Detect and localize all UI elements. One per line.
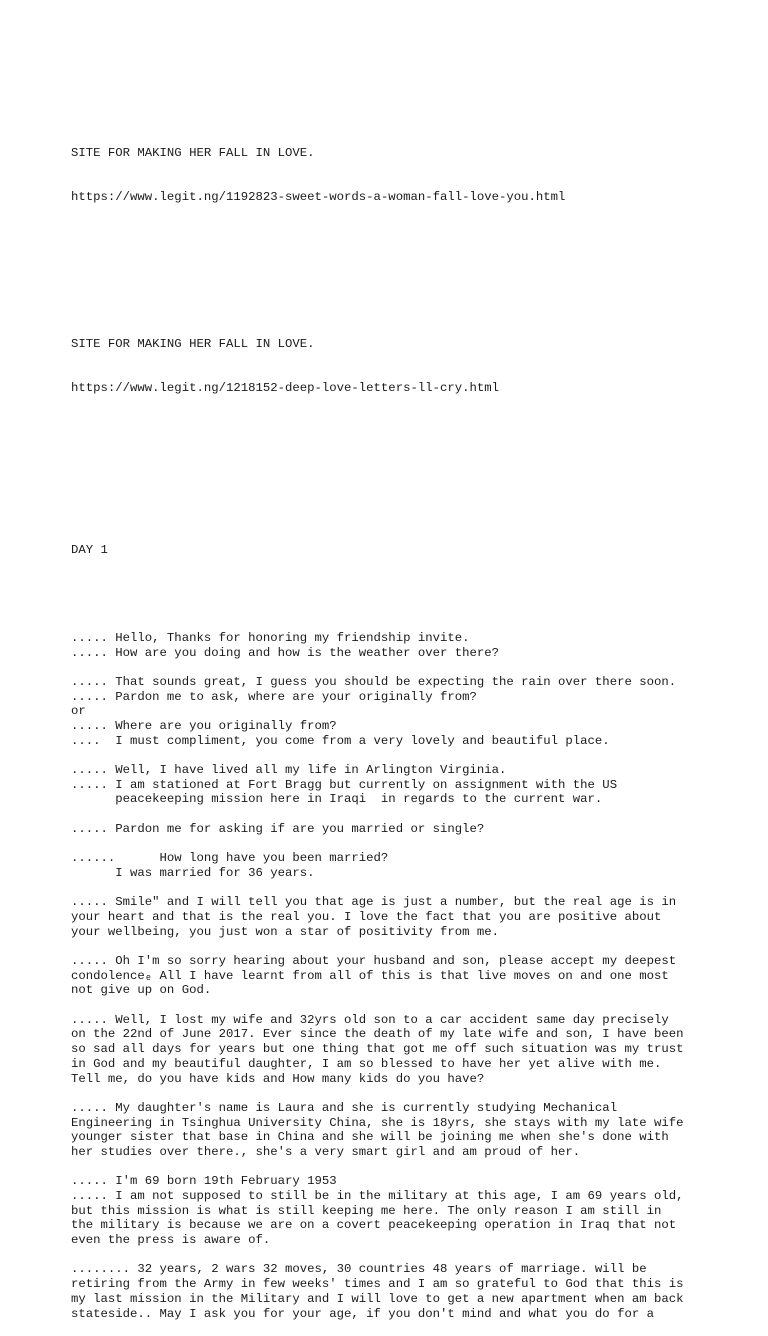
text-line: ..... Hello, Thanks for honoring my friendship invite. [71,630,470,645]
text-line: condolenceₑ All I have learnt from all of this is that live moves on and one most [71,968,669,983]
text-line: ..... Smile" and I will tell you that age is just a number, but the real age is in [71,895,677,910]
link-heading: SITE FOR MAKING HER FALL IN LOVE. [71,145,315,160]
link-url[interactable]: https://www.legit.ng/1192823-sweet-words-a-woman-fall-love-you.html [71,189,566,204]
day-title: DAY 1 [71,542,108,557]
text-line: younger sister that base in China and she will be joining me when she's done with [71,1130,669,1145]
text-line: ..... Pardon me for asking if are you married or single? [71,821,485,836]
text-line: ..... My daughter's name is Laura and she is currently studying Mechanical [71,1100,618,1115]
paragraph [71,631,711,660]
text-line: not give up on God. [71,983,212,998]
text-line: ..... I'm 69 born 19th February 1953 [71,1174,337,1189]
text-line: ...... How long have you been married? [71,851,389,866]
text-line: on the 22nd of June 2017. Ever since the death of my late wife and son, I have been [71,1027,684,1042]
text-line: retiring from the Army in few weeks' times and I am so grateful to God that this is [71,1277,684,1292]
text-line: .... I must compliment, you come from a very lovely and beautiful place. [71,733,610,748]
document-page [71,87,711,1336]
text-line: peacekeeping mission here in Iraqi in regards to the current war. [71,792,603,807]
text-line: your heart and that is the real you. I love the fact that you are positive about [71,909,662,924]
text-line: in God and my beautiful daughter, I am so blessed to have her yet alive with me. [71,1056,662,1071]
conversation-body [71,631,711,1321]
text-line: ..... How are you doing and how is the weather over there? [71,645,500,660]
link-block-2 [71,308,711,426]
text-line: her studies over there., she's a very smart girl and am proud of her. [71,1144,581,1159]
text-line: Tell me, do you have kids and How many kids do you have? [71,1071,485,1086]
paragraph [71,822,711,837]
text-line: Engineering in Tsinghua University China, she is 18yrs, she stays with my late wife [71,1115,684,1130]
text-line: so sad all days for years but one thing that got me off such situation was my trust [71,1042,684,1057]
paragraph [71,1101,711,1160]
paragraph [71,851,711,880]
text-line: ..... Where are you originally from? [71,719,337,734]
paragraph [71,763,711,807]
text-line: stateside.. May I ask you for your age, if you don't mind and what you do for a [71,1306,654,1321]
paragraph [71,895,711,939]
text-line: ..... Well, I lost my wife and 32yrs old son to a car accident same day precisely [71,1012,669,1027]
link-block-1 [71,116,711,234]
text-line: ..... I am not supposed to still be in the military at this age, I am 69 years old, [71,1189,684,1204]
text-line: the military is because we are on a covert peacekeeping operation in Iraq that not [71,1218,677,1233]
paragraph [71,954,711,998]
text-line: ..... That sounds great, I guess you should be expecting the rain over there soon. [71,674,677,689]
text-line: ..... I am stationed at Fort Bragg but currently on assignment with the US [71,777,618,792]
text-line: or [71,704,86,719]
text-line: but this mission is what is still keeping me here. The only reason I am still in [71,1203,662,1218]
text-line: ..... Pardon me to ask, where are your originally from? [71,689,477,704]
text-line: ..... Well, I have lived all my life in Arlington Virginia. [71,763,507,778]
text-line: even the press is aware of. [71,1233,271,1248]
text-line: my last mission in the Military and I will love to get a new apartment when am back [71,1291,684,1306]
paragraph [71,1174,711,1247]
text-line: ..... Oh I'm so sorry hearing about your husband and son, please accept my deepest [71,954,677,969]
link-heading: SITE FOR MAKING HER FALL IN LOVE. [71,336,315,351]
link-url[interactable]: https://www.legit.ng/1218152-deep-love-letters-ll-cry.html [71,381,500,395]
text-line: I was married for 36 years. [71,865,315,880]
paragraph [71,1262,711,1321]
text-line: your wellbeing, you just won a star of positivity from me. [71,924,500,939]
paragraph [71,675,711,748]
text-line: ........ 32 years, 2 wars 32 moves, 30 countries 48 years of marriage. will be [71,1262,647,1277]
